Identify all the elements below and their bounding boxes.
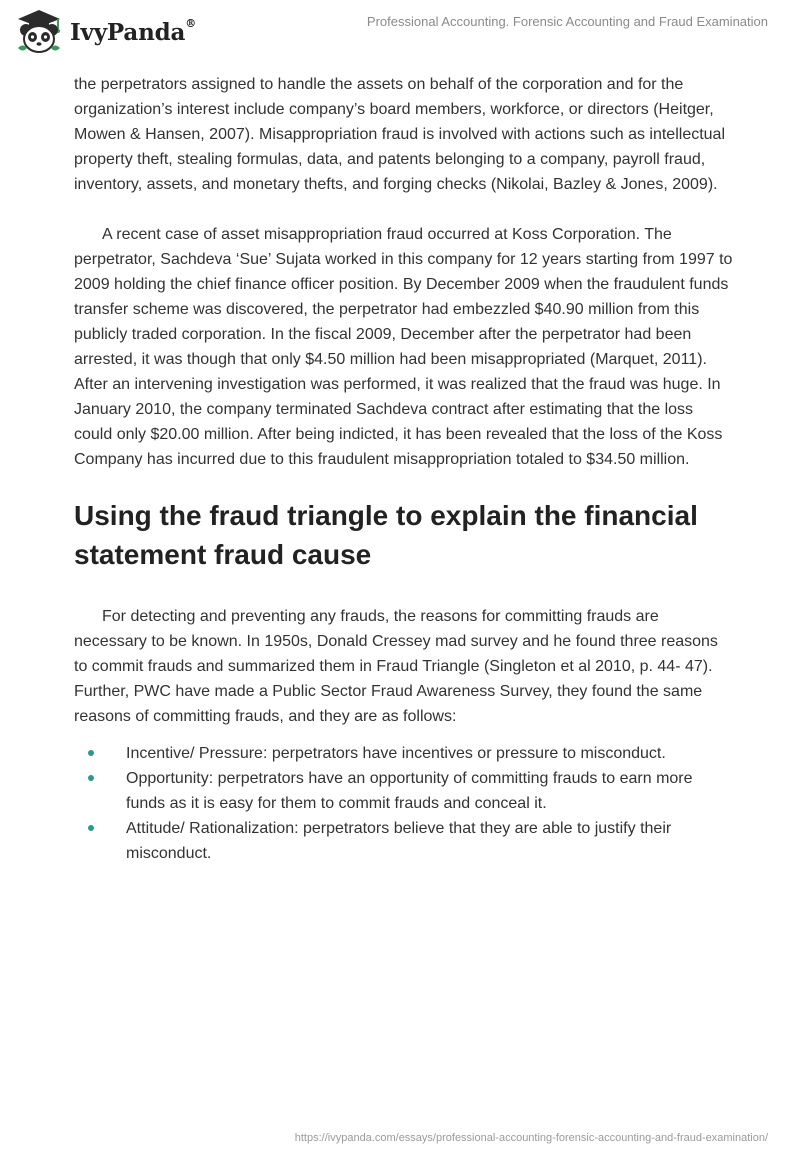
source-url[interactable]: https://ivypanda.com/essays/professional-accounting-forensic-accounting-and-fraud-examination/ [294, 1132, 768, 1144]
page-header [0, 0, 800, 68]
list-item [74, 766, 734, 816]
paragraph-2: A recent case of asset misappropriation fraud occurred at Koss Corporation. The perpetrator, Sachdeva ‘Sue’ Sujata worked in this company for 12 years starting from 1997 to 2009 holding the chief finance officer position. By December 2009 when the fraudulent funds transfer scheme was discovered, the perpetrator had embezzled $40.90 million from this publicly traded corporation. In the fiscal 2009, December after the perpetrator had been arrested, it was though that only $4.50 million had been misappropriated (Marquet, 2011). After an intervening investigation was performed, it was realized that the fraud was huge. In January 2010, the company terminated Sachdeva contract after estimating that the loss could only $20.00 million. After being indicted, it has been revealed that the loss of the Koss Company has incurred due to this fraudulent misappropriation totaled to $34.50 million. [74, 226, 733, 468]
registered-mark: ® [185, 16, 196, 30]
paragraph-3: For detecting and preventing any frauds, the reasons for committing frauds are necessary to be known. In 1950s, Donald Cressey mad survey and he found three reasons to commit frauds and summarized them in Fraud Triangle (Singleton et al 2010, p. 44- 47). Further, PWC have made a Public Sector Fraud Awareness Survey, they found the same reasons of committing frauds, and they are as follows: [74, 608, 718, 725]
essay-body [74, 72, 734, 866]
bullet-dot-icon [88, 750, 94, 756]
list-item-text: Incentive/ Pressure: perpetrators have incentives or pressure to misconduct. [126, 745, 666, 762]
list-item-text: Attitude/ Rationalization: perpetrators believe that they are able to justify their misconduct. [126, 820, 672, 862]
panda-graduate-icon [14, 8, 64, 56]
list-item [74, 741, 734, 766]
reasons-list [74, 741, 734, 866]
bullet-dot-icon [88, 775, 94, 781]
brand-name: IvyPanda® [70, 16, 196, 46]
bullet-dot-icon [88, 825, 94, 831]
list-item [74, 816, 734, 866]
ivypanda-logo[interactable] [14, 8, 196, 56]
document-title: Professional Accounting. Forensic Accounting and Fraud Examination [366, 14, 768, 29]
section-heading: Using the fraud triangle to explain the financial statement fraud cause [74, 500, 698, 570]
paragraph-1: the perpetrators assigned to handle the assets on behalf of the corporation and for the organization’s interest include company’s board members, workforce, or directors (Heitger, Mowen & Hansen, 2007). Misappropriation fraud is involved with actions such as intellectual property theft, stealing formulas, data, and patents belonging to a company, payroll fraud, inventory, assets, and monetary thefts, and forging checks (Nikolai, Bazley & Jones, 2009). [74, 76, 726, 193]
list-item-text: Opportunity: perpetrators have an opportunity of committing frauds to earn more funds as it is easy for them to commit frauds and conceal it. [126, 770, 693, 812]
